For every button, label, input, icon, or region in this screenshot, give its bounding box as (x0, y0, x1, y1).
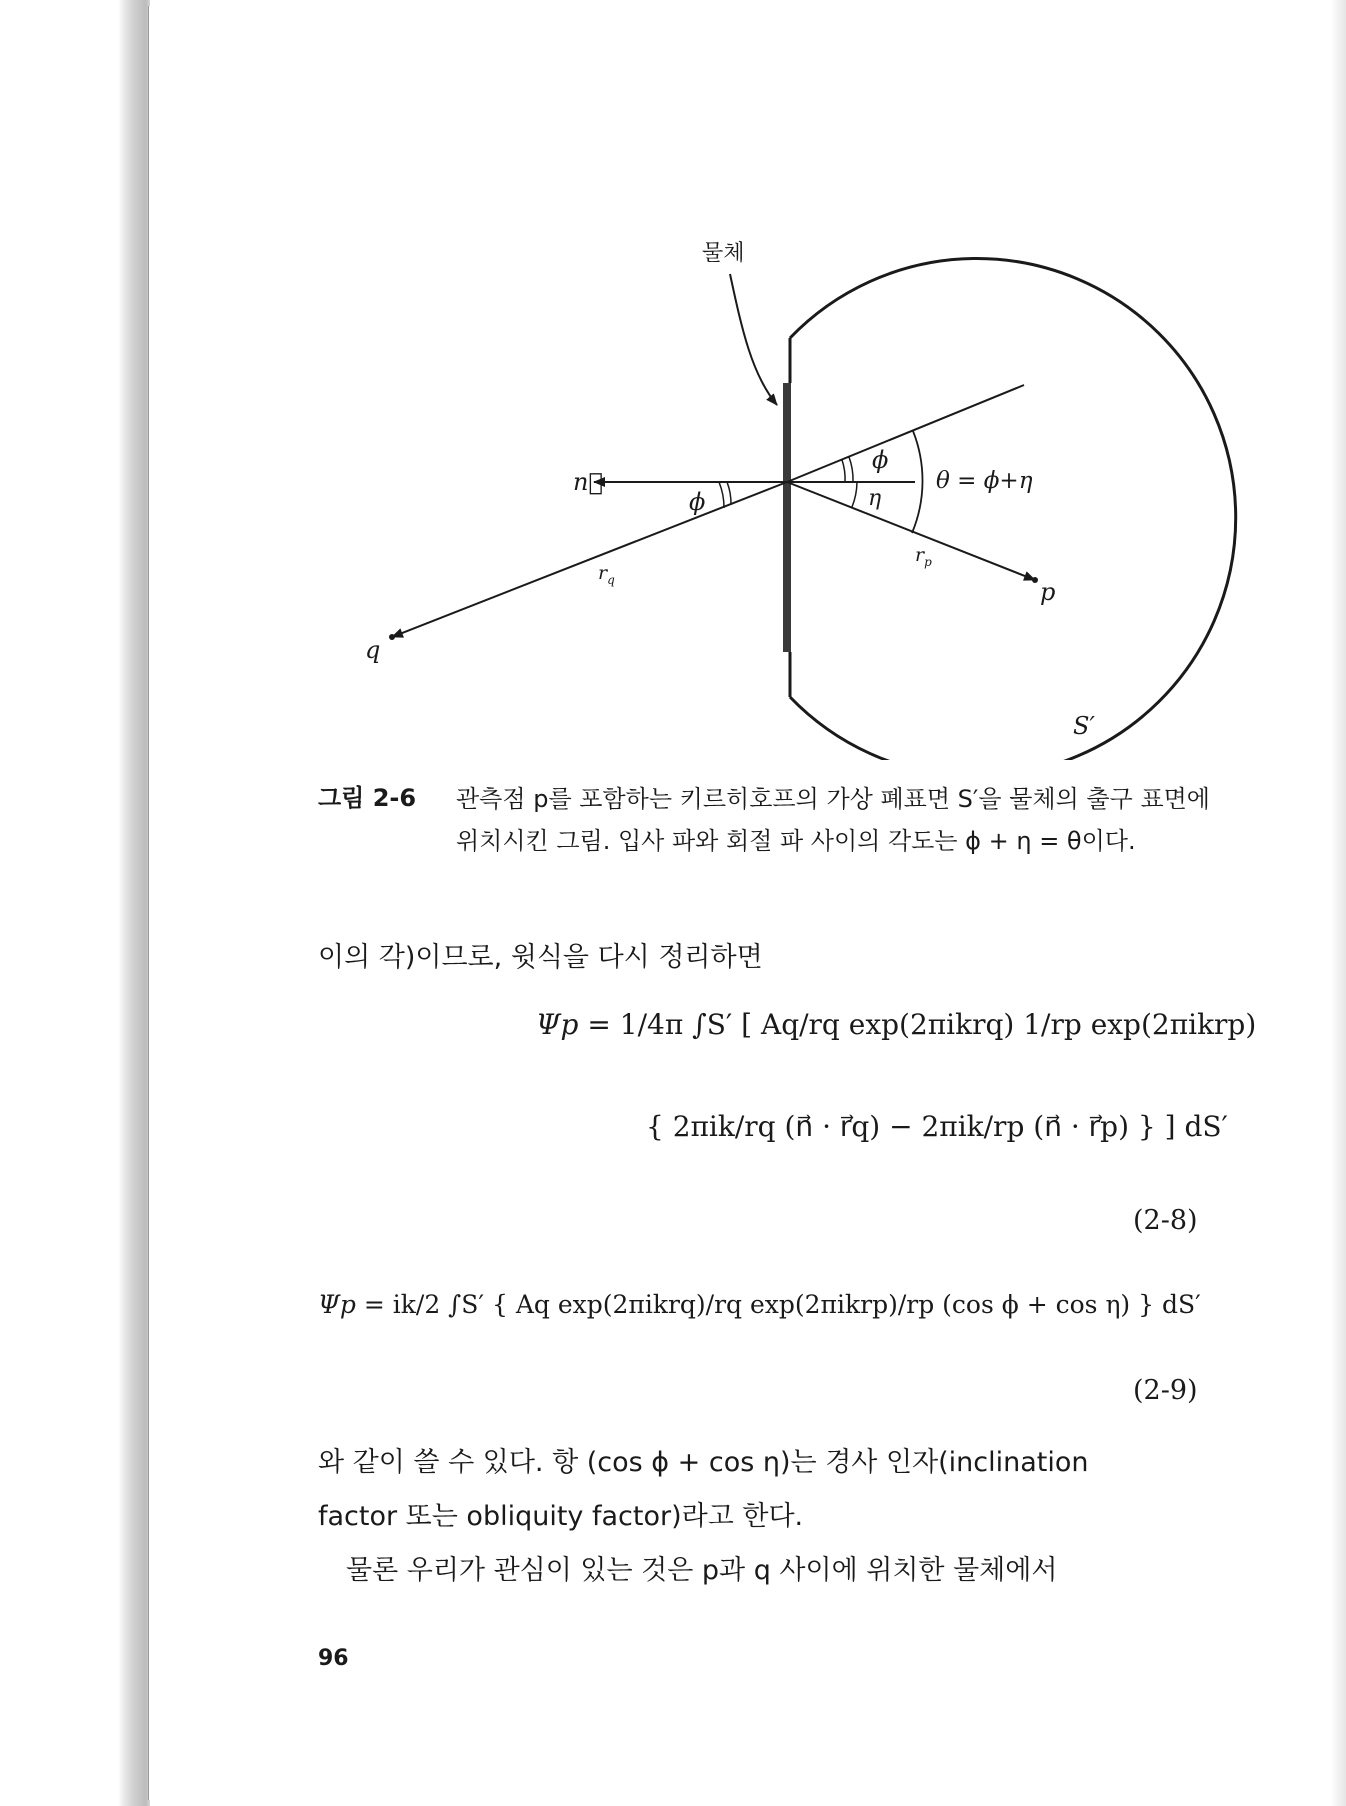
object-plate (783, 383, 791, 652)
phi-angle-arc-right-1 (842, 460, 845, 482)
rp-label-sub: p (924, 554, 932, 569)
q-label: q (365, 636, 381, 664)
p-label: p (1040, 578, 1056, 606)
point-p (1032, 577, 1038, 583)
eq-2-9-lhs: Ψp = (318, 1290, 385, 1319)
phi-label-right: ϕ (872, 446, 889, 474)
paragraph-1: 이의 각)이므로, 윗식을 다시 정리하면 (318, 942, 763, 973)
paragraph-2-line-1: 와 같이 쓸 수 있다. 항 (cos ϕ + cos η)는 경사 인자(inclination (318, 1447, 1089, 1478)
rp-label: $r_p$ (915, 544, 932, 569)
theta-relation-label: θ = ϕ+η (936, 468, 1033, 494)
figure-caption-number: 그림 2-6 (318, 784, 417, 812)
eq-2-9 (318, 1290, 1201, 1319)
object-leader-line (730, 274, 777, 405)
eta-angle-arc (852, 482, 857, 507)
surface-label: S′ (1073, 712, 1095, 740)
eq-2-8 (536, 1008, 1256, 1041)
eta-label: η (868, 486, 882, 511)
point-q (389, 634, 395, 640)
eq-2-9-body: ik/2 ∫S′ { Aq exp(2πikrq)/rq exp(2πikrp)/rp (cos ϕ + cos η) } dS′ (392, 1290, 1201, 1319)
paragraph-2-line-2: factor 또는 obliquity factor)라고 한다. (318, 1501, 804, 1532)
eq-2-8-line2: { 2πik/rq (n⃗ · r⃗q) − 2πik/rp (n⃗ · r⃗p) } ] dS′ (646, 1110, 1228, 1143)
figure-caption-text: 관측점 p를 포함하는 키르히호프의 가상 폐표면 S′을 물체의 출구 표면에 위치시킨 그림. 입사 파와 회절 파 사이의 각도는 ϕ + η = θ이다. (456, 785, 1210, 855)
rq-label-sub: q (607, 572, 615, 587)
eq-2-8-line1: 1/4π ∫S′ [ Aq/rq exp(2πikrq) 1/rp exp(2πikrp) (619, 1008, 1257, 1041)
eq-2-9-number: (2-9) (1133, 1375, 1198, 1406)
phi-label-left: ϕ (689, 488, 706, 516)
normal-vector-label: n⃗ (573, 468, 603, 496)
eq-2-8-number: (2-8) (1133, 1205, 1198, 1236)
kirchhoff-surface-figure (0, 0, 1346, 760)
phi-angle-arc-left-1 (727, 482, 731, 505)
rq-label: $r_q$ (598, 562, 615, 587)
page-number: 96 (318, 1646, 349, 1671)
phi-angle-arc-right-2 (849, 457, 853, 482)
phi-angle-arc-left-2 (719, 482, 724, 508)
rq-vector-arrow (392, 482, 787, 637)
rp-vector-arrow (787, 482, 1035, 580)
eq-2-8-lhs: Ψp = (536, 1008, 611, 1041)
paragraph-3: 물론 우리가 관심이 있는 것은 p과 q 사이에 위치한 물체에서 (346, 1555, 1058, 1586)
object-label: 물체 (702, 241, 745, 266)
